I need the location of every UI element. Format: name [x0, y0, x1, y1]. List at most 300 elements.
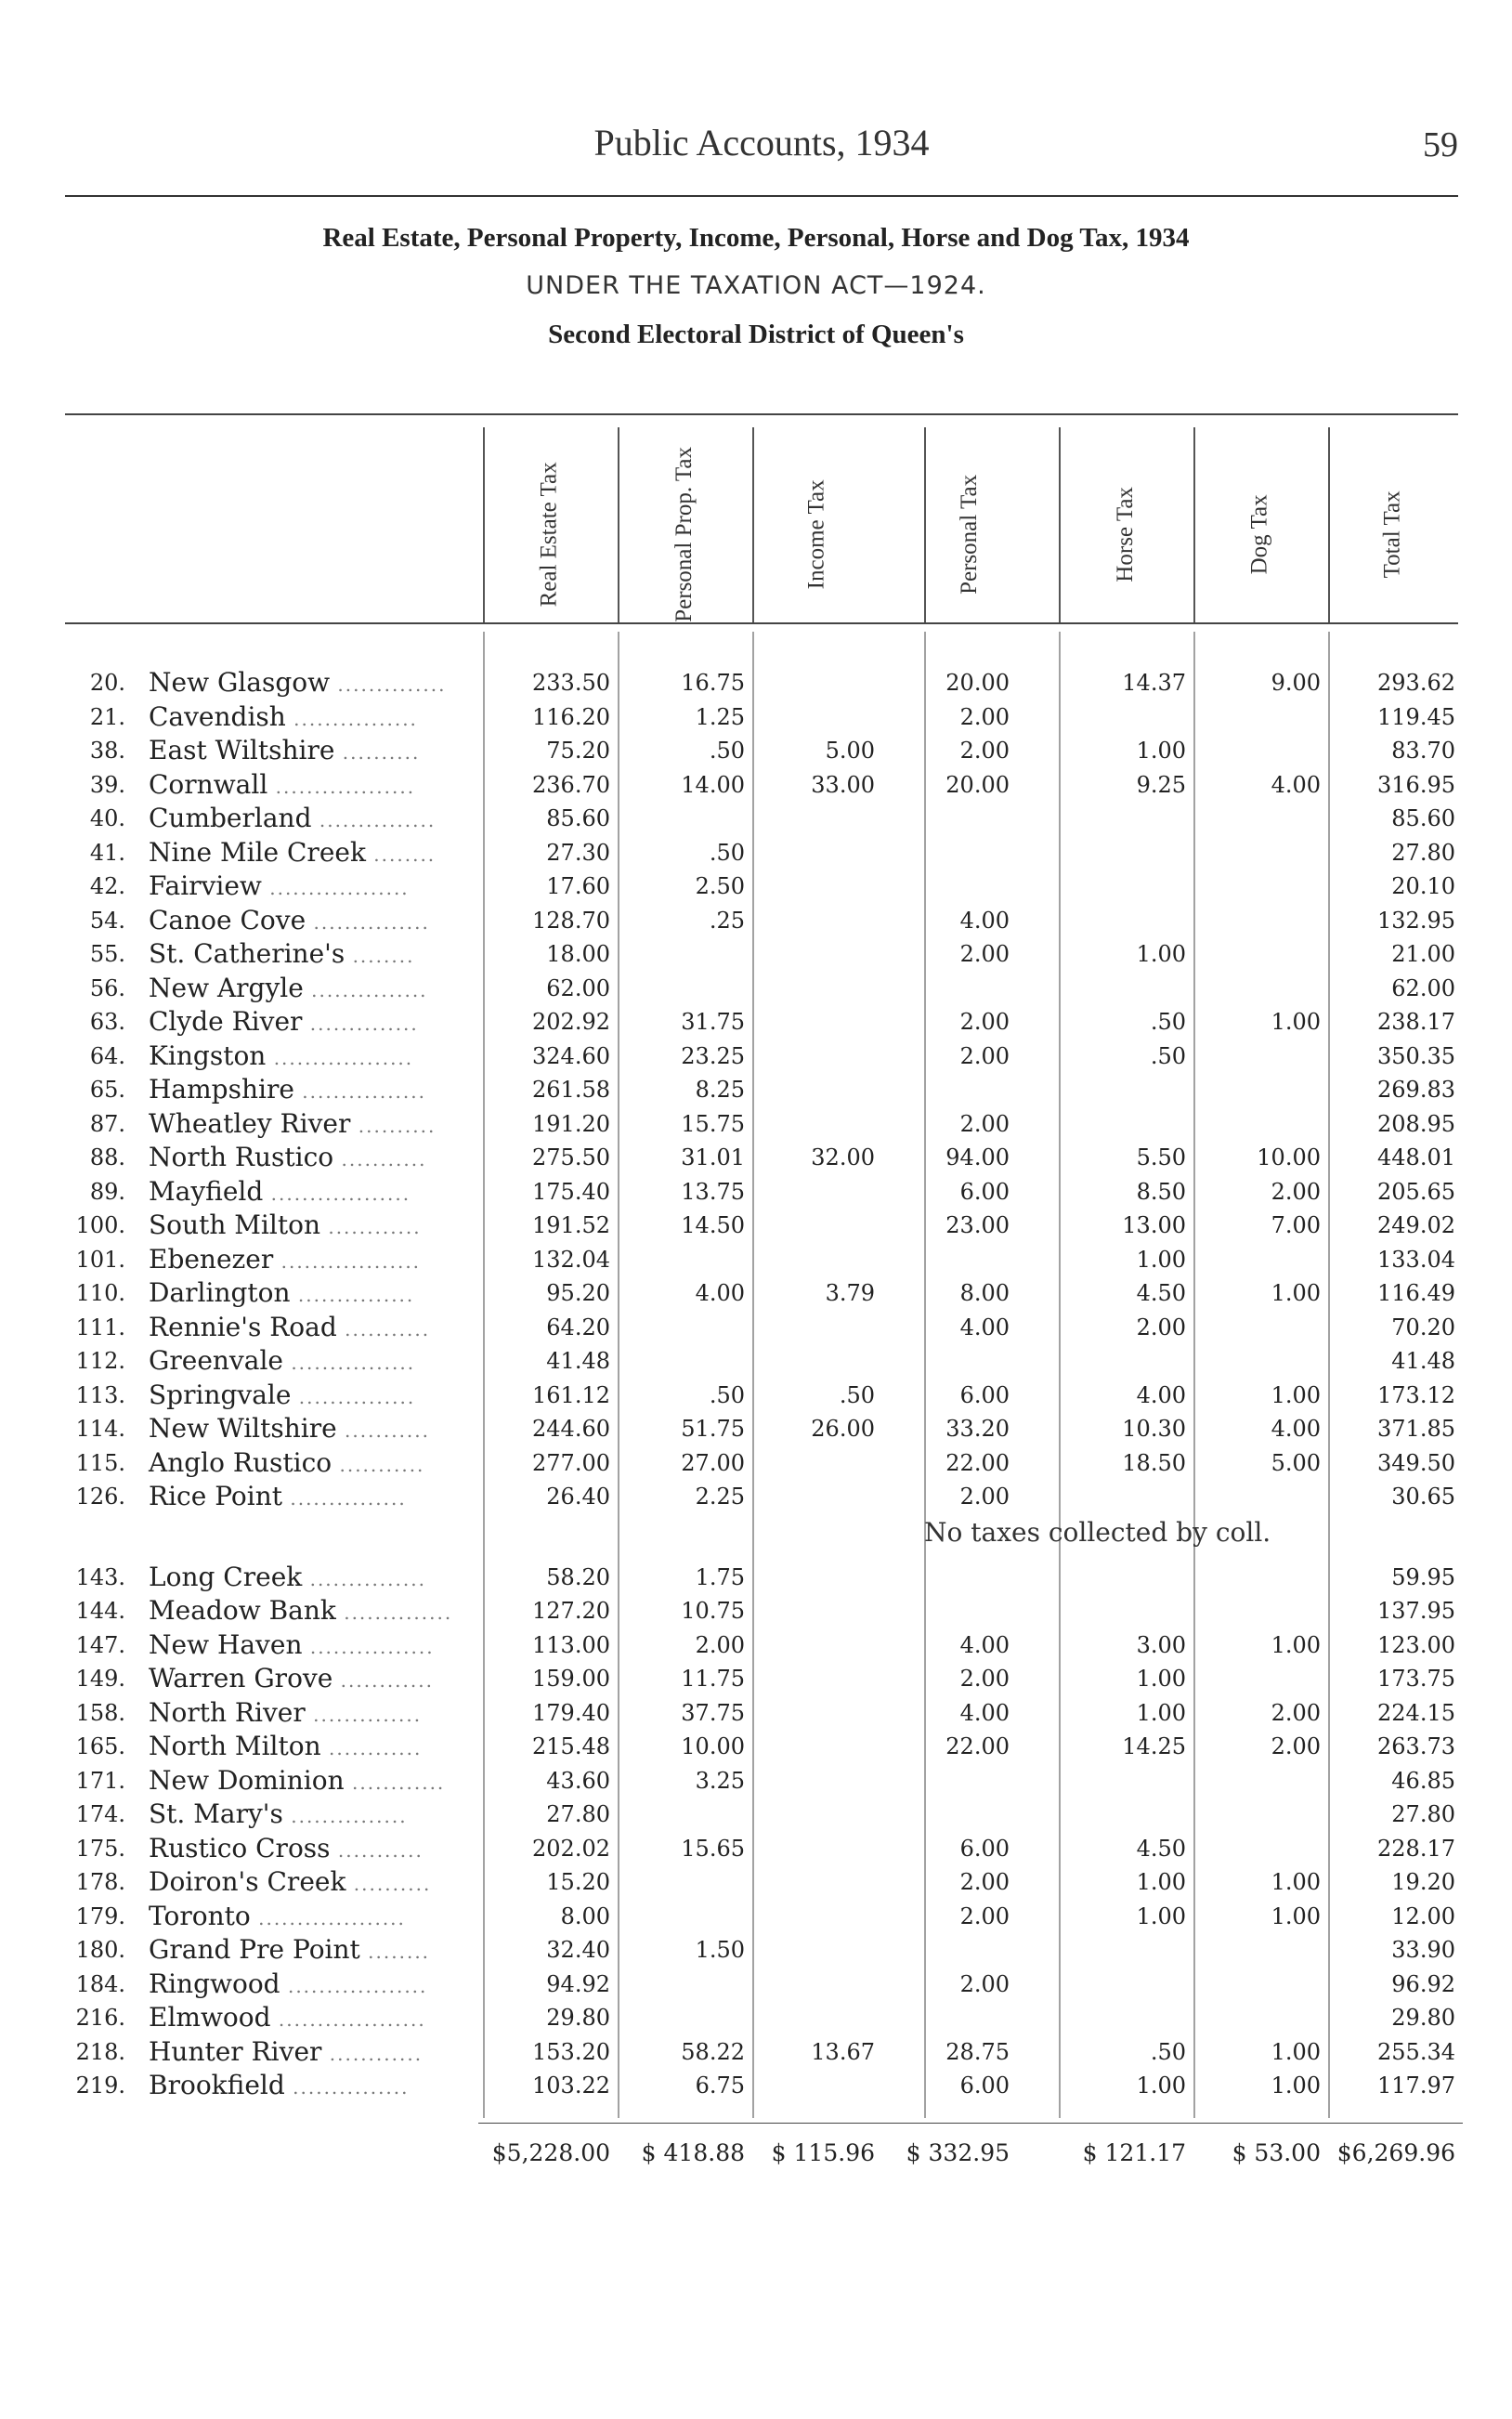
- leader-dots: ..................: [263, 1182, 411, 1205]
- place-name-text: Wheatley River: [149, 1107, 351, 1139]
- tax-value: 26.00: [811, 1416, 875, 1442]
- place-name: [149, 1210, 422, 1240]
- tax-value: 4.00: [959, 907, 1010, 934]
- tax-value: .50: [709, 839, 745, 866]
- place-name: [149, 837, 436, 868]
- leader-dots: ..................: [261, 877, 410, 899]
- tax-value: 236.70: [532, 771, 610, 798]
- row-number: 171.: [75, 1767, 125, 1794]
- column-divider: [1193, 632, 1195, 2118]
- place-name: [149, 2002, 426, 2033]
- column-header-label: Horse Tax: [1112, 486, 1138, 582]
- tax-value: 2.00: [959, 1903, 1010, 1929]
- row-number: 143.: [75, 1563, 125, 1590]
- column-header: [1328, 455, 1458, 613]
- tax-value: 202.02: [532, 1835, 610, 1862]
- leader-dots: ...............: [306, 910, 430, 934]
- table-title: Real Estate, Personal Property, Income, Personal, Horse and Dog Tax, 1934: [322, 223, 1190, 253]
- tax-value: 12.00: [1391, 1903, 1455, 1929]
- tax-value: 238.17: [1377, 1009, 1455, 1035]
- place-name: [149, 1379, 415, 1410]
- column-header-label: Dog Tax: [1246, 494, 1272, 574]
- tax-value: 1.00: [1271, 2038, 1321, 2065]
- tax-value: 51.75: [681, 1416, 745, 1442]
- tax-value: 17.60: [546, 873, 610, 899]
- tax-value: 249.02: [1377, 1212, 1455, 1238]
- tax-value: 94.00: [945, 1144, 1010, 1170]
- place-name: [149, 1595, 452, 1626]
- row-number: 178.: [75, 1869, 125, 1895]
- tax-value: 205.65: [1377, 1178, 1455, 1205]
- row-number: 112.: [75, 1348, 125, 1374]
- tax-value: 64.20: [546, 1314, 610, 1340]
- tax-value: 1.00: [1271, 1009, 1321, 1035]
- leader-dots: ............: [332, 1669, 434, 1692]
- place-name-text: New Dominion: [149, 1764, 345, 1796]
- leader-dots: ............: [320, 1737, 423, 1759]
- tax-value: 13.67: [811, 2038, 875, 2065]
- place-name-text: Ringwood: [149, 1968, 280, 1999]
- tax-value: 2.00: [959, 703, 1010, 730]
- column-header: [1195, 455, 1325, 613]
- place-name: [149, 769, 415, 800]
- row-number: 184.: [75, 1970, 125, 1997]
- leader-dots: ...........: [330, 1838, 424, 1862]
- place-name-text: Cornwall: [149, 768, 268, 800]
- tax-value: 32.40: [546, 1937, 610, 1963]
- tax-value: 153.20: [532, 2038, 610, 2065]
- place-name-text: Mayfield: [149, 1175, 264, 1207]
- tax-value: 7.00: [1271, 1212, 1321, 1238]
- row-number: 111.: [75, 1314, 125, 1340]
- tax-value: 27.30: [546, 839, 610, 866]
- row-number: 65.: [89, 1077, 125, 1103]
- row-number: 42.: [89, 873, 125, 899]
- leader-dots: ..................: [273, 1249, 422, 1273]
- tax-value: 33.90: [1391, 1937, 1455, 1963]
- tax-value: 15.20: [546, 1869, 610, 1895]
- tax-value: 21.00: [1391, 941, 1455, 967]
- tax-value: 324.60: [532, 1042, 610, 1069]
- row-number: 55.: [89, 941, 125, 967]
- page-number: 59: [1423, 125, 1458, 164]
- tax-value: 10.00: [1257, 1144, 1321, 1170]
- tax-value: 29.80: [546, 2005, 610, 2031]
- place-name: [149, 1663, 434, 1693]
- tax-value: 85.60: [546, 805, 610, 831]
- row-number: 175.: [75, 1835, 125, 1862]
- total-value: $ 121.17: [1082, 2138, 1186, 2166]
- tax-value: 83.70: [1391, 738, 1455, 764]
- place-name-text: Meadow Bank: [149, 1595, 336, 1626]
- leader-dots: ..........: [350, 1114, 437, 1137]
- column-header: [619, 446, 749, 622]
- place-name-text: Long Creek: [149, 1561, 303, 1592]
- leader-dots: ...........: [332, 1453, 425, 1476]
- place-name-text: Kingston: [149, 1040, 267, 1071]
- tax-value: 4.00: [959, 1631, 1010, 1658]
- place-name-text: Hampshire: [149, 1074, 294, 1105]
- tax-value: 2.50: [695, 873, 745, 899]
- leader-dots: ...................: [250, 1906, 406, 1929]
- tax-value: 173.12: [1377, 1381, 1455, 1408]
- tax-value: 27.80: [1391, 839, 1455, 866]
- tax-value: 2.25: [695, 1484, 745, 1510]
- place-name-text: Grand Pre Point: [149, 1934, 360, 1965]
- tax-value: 8.00: [560, 1903, 610, 1929]
- row-number: 101.: [75, 1246, 125, 1273]
- place-name-text: Toronto: [149, 1900, 251, 1931]
- place-name: [149, 1074, 426, 1105]
- tax-value: .50: [1150, 1042, 1186, 1069]
- tax-value: 316.95: [1377, 771, 1455, 798]
- row-number: 64.: [89, 1042, 125, 1069]
- tax-value: 8.50: [1136, 1178, 1186, 1205]
- tax-value: 10.00: [681, 1733, 745, 1759]
- place-name: [149, 701, 418, 732]
- tax-value: 3.00: [1136, 1631, 1186, 1658]
- tax-value: 132.04: [532, 1246, 610, 1273]
- tax-value: 27.00: [681, 1449, 745, 1476]
- row-number: 144.: [75, 1598, 125, 1624]
- leader-dots: ...............: [311, 809, 437, 831]
- row-number: 89.: [89, 1178, 125, 1205]
- row-number: 56.: [89, 974, 125, 1001]
- table-top-rule: [65, 413, 1458, 415]
- column-header: [752, 455, 882, 613]
- place-name: [149, 938, 414, 969]
- tax-value: 2.00: [959, 738, 1010, 764]
- district-title: Second Electoral District of Queen's: [548, 320, 964, 349]
- tax-value: .50: [1150, 2038, 1186, 2065]
- tax-value: 208.95: [1377, 1110, 1455, 1137]
- leader-dots: ..............: [302, 1013, 419, 1035]
- row-number: 216.: [75, 2005, 125, 2031]
- column-header: [485, 455, 615, 613]
- tax-value: 16.75: [681, 670, 745, 696]
- leader-dots: ............: [319, 1216, 422, 1238]
- tax-value: 133.04: [1377, 1246, 1455, 1273]
- tax-value: 1.00: [1136, 2072, 1186, 2099]
- place-name-text: St. Catherine's: [149, 938, 345, 969]
- place-name: [149, 1108, 436, 1139]
- tax-value: 6.00: [959, 1178, 1010, 1205]
- tax-value: 6.00: [959, 2072, 1010, 2099]
- tax-value: 224.15: [1377, 1699, 1455, 1726]
- tax-value: 10.75: [681, 1598, 745, 1624]
- tax-value: 5.50: [1136, 1144, 1186, 1170]
- tax-value: 161.12: [532, 1381, 610, 1408]
- tax-value: 2.00: [959, 1666, 1010, 1692]
- leader-dots: ........: [365, 843, 437, 866]
- tax-value: 15.75: [681, 1110, 745, 1137]
- tax-value: 275.50: [532, 1144, 610, 1170]
- tax-value: 3.79: [825, 1280, 875, 1306]
- tax-value: 1.00: [1136, 1666, 1186, 1692]
- tax-value: 5.00: [1271, 1449, 1321, 1476]
- column-header: [906, 455, 1036, 613]
- place-name: [149, 905, 430, 935]
- row-number: 218.: [75, 2038, 125, 2065]
- tax-value: 23.25: [681, 1042, 745, 1069]
- tax-value: 8.25: [695, 1077, 745, 1103]
- row-number: 21.: [89, 703, 125, 730]
- row-number: 38.: [89, 738, 125, 764]
- place-name: [149, 1629, 435, 1660]
- tax-value: 1.00: [1136, 1246, 1186, 1273]
- place-name: [149, 973, 428, 1003]
- row-number: 41.: [89, 839, 125, 866]
- tax-value: 26.40: [546, 1484, 610, 1510]
- leader-dots: ...........: [336, 1419, 430, 1442]
- place-name: [149, 735, 420, 765]
- place-name-text: Elmwood: [149, 2002, 271, 2033]
- place-name: [149, 1447, 424, 1478]
- place-name: [149, 1481, 407, 1511]
- tax-value: 14.25: [1122, 1733, 1186, 1759]
- tax-value: 96.92: [1391, 1970, 1455, 1997]
- row-number: 88.: [89, 1144, 125, 1170]
- total-value: $ 332.95: [906, 2138, 1010, 2166]
- tax-value: 448.01: [1377, 1144, 1455, 1170]
- tax-value: 2.00: [1136, 1314, 1186, 1340]
- tax-value: 20.00: [945, 771, 1010, 798]
- tax-value: .50: [1150, 1009, 1186, 1035]
- leader-dots: ...................: [270, 2008, 426, 2031]
- place-name-text: North Rustico: [149, 1142, 334, 1172]
- leader-dots: ........: [359, 1941, 431, 1963]
- place-name-text: East Wiltshire: [149, 735, 335, 765]
- leader-dots: ...............: [282, 1805, 408, 1827]
- row-number: 147.: [75, 1631, 125, 1658]
- tax-value: 113.00: [532, 1631, 610, 1658]
- row-number: 180.: [75, 1937, 125, 1963]
- tax-value: 1.00: [1271, 1869, 1321, 1895]
- row-number: 113.: [75, 1381, 125, 1408]
- tax-value: 128.70: [532, 907, 610, 934]
- tax-value: 4.00: [1271, 1416, 1321, 1442]
- tax-value: 20.00: [945, 670, 1010, 696]
- header-rule: [65, 195, 1458, 197]
- place-name-text: Doiron's Creek: [149, 1866, 346, 1897]
- leader-dots: ..........: [334, 741, 421, 764]
- tax-value: 371.85: [1377, 1416, 1455, 1442]
- tax-value: 4.50: [1136, 1835, 1186, 1862]
- tax-value: 202.92: [532, 1009, 610, 1035]
- tax-value: .50: [839, 1381, 875, 1408]
- tax-value: 2.00: [959, 1009, 1010, 1035]
- place-name-text: Greenvale: [149, 1345, 283, 1376]
- row-number: 87.: [89, 1110, 125, 1137]
- place-name: [149, 803, 436, 833]
- place-name-text: Rennie's Road: [149, 1311, 337, 1342]
- row-number: 40.: [89, 805, 125, 831]
- place-name-text: Canoe Cove: [149, 904, 306, 935]
- tax-value: 22.00: [945, 1733, 1010, 1759]
- tax-value: 30.65: [1391, 1484, 1455, 1510]
- row-number: 165.: [75, 1733, 125, 1759]
- tax-value: 14.50: [681, 1212, 745, 1238]
- leader-dots: ...............: [284, 2076, 410, 2099]
- tax-value: 27.80: [1391, 1801, 1455, 1827]
- tax-value: 20.10: [1391, 873, 1455, 899]
- tax-value: 31.75: [681, 1009, 745, 1035]
- row-number: 174.: [75, 1801, 125, 1827]
- tax-value: 4.00: [1271, 771, 1321, 798]
- leader-dots: ...............: [291, 1385, 416, 1408]
- tax-value: 4.00: [959, 1314, 1010, 1340]
- tax-value: 1.00: [1271, 1631, 1321, 1658]
- place-name: [149, 1833, 424, 1863]
- leader-dots: ..............: [305, 1703, 423, 1726]
- leader-dots: ..................: [267, 775, 416, 798]
- tax-value: 137.95: [1377, 1598, 1455, 1624]
- leader-dots: ................: [293, 1080, 426, 1103]
- total-value: $ 418.88: [641, 2138, 745, 2166]
- leader-dots: ...............: [302, 1567, 426, 1590]
- place-name: [149, 1142, 426, 1172]
- leader-dots: ..............: [335, 1602, 453, 1624]
- place-name: [149, 667, 446, 698]
- tax-value: 255.34: [1377, 2038, 1455, 2065]
- tax-value: 277.00: [532, 1449, 610, 1476]
- row-number: 219.: [75, 2072, 125, 2099]
- tax-value: 85.60: [1391, 805, 1455, 831]
- tax-value: 2.00: [1271, 1699, 1321, 1726]
- tax-value: 18.50: [1122, 1449, 1186, 1476]
- tax-value: 159.00: [532, 1666, 610, 1692]
- table-subtitle: UNDER THE TAXATION ACT—1924.: [526, 271, 986, 300]
- column-header-label: Personal Tax: [957, 474, 983, 595]
- tax-value: 3.25: [695, 1767, 745, 1794]
- table-head-rule: [65, 622, 1458, 624]
- row-number: 149.: [75, 1666, 125, 1692]
- tax-value: 59.95: [1391, 1563, 1455, 1590]
- place-name-text: New Haven: [149, 1628, 303, 1660]
- total-value: $6,269.96: [1336, 2138, 1455, 2166]
- leader-dots: ................: [285, 707, 418, 730]
- tax-value: 46.85: [1391, 1767, 1455, 1794]
- column-header: [1061, 455, 1191, 613]
- place-name-text: New Glasgow: [149, 667, 331, 698]
- tax-value: 263.73: [1377, 1733, 1455, 1759]
- column-divider: [483, 632, 485, 2118]
- leader-dots: ................: [282, 1352, 416, 1374]
- tax-value: 27.80: [546, 1801, 610, 1827]
- tax-value: 95.20: [546, 1280, 610, 1306]
- place-name-text: Hunter River: [149, 2035, 322, 2067]
- place-name: [149, 1731, 422, 1761]
- place-name: [149, 1006, 419, 1037]
- place-name: [149, 2070, 410, 2100]
- column-header-label: Real Estate Tax: [536, 461, 562, 608]
- tax-value: 14.37: [1122, 670, 1186, 696]
- tax-value: 269.83: [1377, 1077, 1455, 1103]
- column-divider: [1328, 632, 1330, 2118]
- place-name: [149, 1345, 415, 1376]
- place-name: [149, 1176, 411, 1207]
- leader-dots: ........: [345, 945, 415, 967]
- place-name-text: Springvale: [149, 1379, 292, 1410]
- row-number: 126.: [75, 1484, 125, 1510]
- tax-value: 2.00: [959, 941, 1010, 967]
- tax-value: 6.00: [959, 1835, 1010, 1862]
- place-name-text: Warren Grove: [149, 1663, 333, 1693]
- tax-value: 2.00: [959, 1042, 1010, 1069]
- tax-value: 9.00: [1271, 670, 1321, 696]
- leader-dots: ............: [321, 2042, 424, 2065]
- tax-value: 62.00: [1391, 974, 1455, 1001]
- tax-value: 1.00: [1136, 738, 1186, 764]
- tax-value: 43.60: [546, 1767, 610, 1794]
- tax-value: 19.20: [1391, 1869, 1455, 1895]
- tax-value: 2.00: [959, 1110, 1010, 1137]
- tax-value: 23.00: [945, 1212, 1010, 1238]
- tax-value: 103.22: [532, 2072, 610, 2099]
- tax-value: 29.80: [1391, 2005, 1455, 2031]
- place-name-text: Cumberland: [149, 803, 312, 833]
- tax-value: 179.40: [532, 1699, 610, 1726]
- tax-value: 32.00: [811, 1144, 875, 1170]
- tax-value: 116.20: [532, 703, 610, 730]
- tax-value: 350.35: [1377, 1042, 1455, 1069]
- place-name: [149, 1934, 430, 1965]
- running-title: Public Accounts, 1934: [593, 122, 930, 163]
- tax-value: 349.50: [1377, 1449, 1455, 1476]
- tax-value: 6.75: [695, 2072, 745, 2099]
- leader-dots: ...........: [333, 1148, 427, 1170]
- tax-value: 15.65: [681, 1835, 745, 1862]
- tax-value: 1.00: [1271, 2072, 1321, 2099]
- tax-value: 233.50: [532, 670, 610, 696]
- tax-value: 41.48: [546, 1348, 610, 1374]
- page-header: [65, 121, 1458, 167]
- tax-value: 28.75: [945, 2038, 1010, 2065]
- tax-value: 13.75: [681, 1178, 745, 1205]
- leader-dots: ..........: [345, 1873, 432, 1895]
- tax-value: 1.00: [1271, 1381, 1321, 1408]
- place-name: [149, 1277, 414, 1308]
- place-name: [149, 1244, 421, 1275]
- tax-value: 5.00: [825, 738, 875, 764]
- place-name: [149, 2036, 423, 2067]
- row-number: 114.: [75, 1416, 125, 1442]
- tax-value: 70.20: [1391, 1314, 1455, 1340]
- row-number: 20.: [89, 670, 125, 696]
- tax-value: 2.00: [959, 1484, 1010, 1510]
- tax-value: 13.00: [1122, 1212, 1186, 1238]
- tax-value: 31.01: [681, 1144, 745, 1170]
- total-value: $5,228.00: [491, 2138, 610, 2166]
- tax-value: 22.00: [945, 1449, 1010, 1476]
- place-name-text: Darlington: [149, 1277, 291, 1308]
- tax-value: 1.00: [1271, 1903, 1321, 1929]
- column-header-label: Income Tax: [803, 479, 829, 589]
- leader-dots: ..................: [280, 1974, 428, 1997]
- place-name-text: North River: [149, 1696, 306, 1728]
- tax-value: 1.00: [1136, 1903, 1186, 1929]
- tax-value: .25: [709, 907, 745, 934]
- place-name: [149, 1968, 427, 1999]
- tax-value: 1.25: [695, 703, 745, 730]
- tax-value: 14.00: [681, 771, 745, 798]
- place-name-text: South Milton: [149, 1210, 320, 1240]
- row-number: 63.: [89, 1009, 125, 1035]
- tax-value: 228.17: [1377, 1835, 1455, 1862]
- leader-dots: ................: [302, 1635, 435, 1658]
- tax-value: 33.20: [945, 1416, 1010, 1442]
- no-taxes-note: No taxes collected by coll.: [924, 1516, 1271, 1548]
